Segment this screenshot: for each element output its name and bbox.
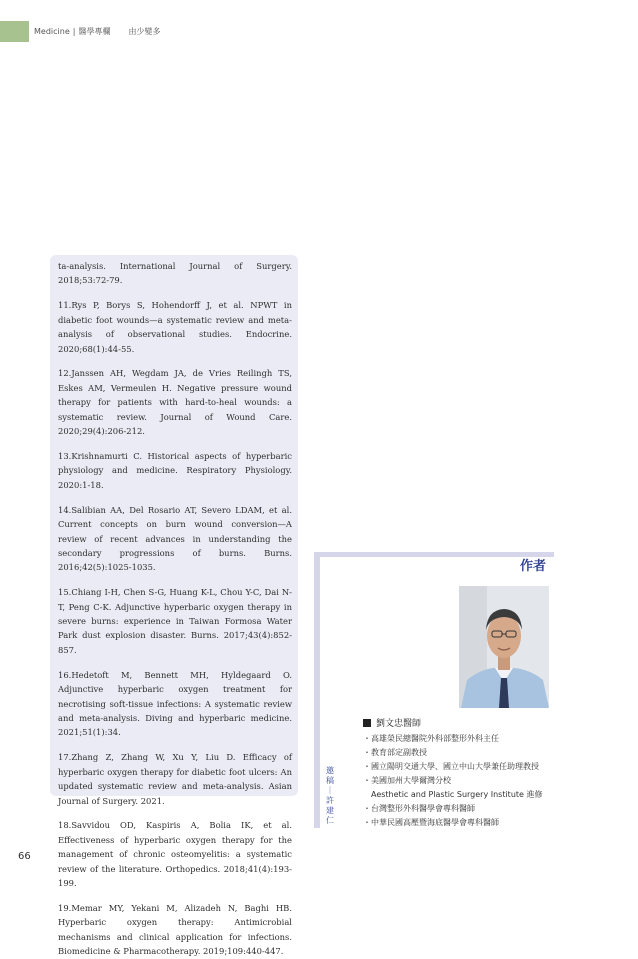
author-heading: 作者 — [519, 559, 546, 574]
author-name — [363, 716, 421, 729]
reference-item: 16.Hedetoft M, Bennett MH, Hyldegaard O. Adjunctive hyperbaric oxygen treatment for necrotising soft-tissue infections: A systematic review and meta-analysis. Diving and hyperbaric medicine. 2021;51(1):34. — [58, 669, 292, 738]
credential-item-continued: Aesthetic and Plastic Surgery Institute 進修 — [371, 790, 543, 799]
bullet-icon: ・ — [363, 818, 371, 827]
interviewer-char: ｜ — [326, 786, 334, 795]
author-credentials — [363, 732, 553, 830]
square-bullet-icon — [363, 719, 371, 727]
bullet-icon: ・ — [363, 748, 371, 757]
author-portrait-image — [459, 586, 549, 708]
bullet-icon: ・ — [363, 804, 371, 813]
reference-item: 12.Janssen AH, Wegdam JA, de Vries Reilingh TS, Eskes AM, Vermeulen H. Negative pressure wound therapy for patients with hard-to-heal wounds: a systematic review. Journal of Wound Care. 2020;29(4):206-212. — [58, 368, 292, 437]
bullet-icon: ・ — [363, 776, 371, 785]
interviewer-char: 邀 — [326, 766, 334, 775]
reference-item: 11.Rys P, Borys S, Hohendorff J, et al. NPWT in diabetic foot wounds—a systematic review and meta-analysis of observational studies. Endocrine. 2020;68(1):44-55. — [58, 300, 292, 354]
author-name-text: 劉文忠醫師 — [376, 719, 422, 729]
header-section-en: Medicine — [34, 27, 70, 36]
interviewer-char: 許 — [326, 796, 334, 805]
section-color-tab — [0, 21, 29, 42]
author-photo — [459, 586, 549, 708]
reference-item: 18.Savvidou OD, Kaspiris A, Bolia IK, et al. Effectiveness of hyperbaric oxygen therapy for the management of chronic osteomyelitis: a systematic review of the literature. Orthopedics. 2018;41(4):193-199. — [58, 820, 292, 889]
reference-item: ta-analysis. International Journal of Surgery. 2018;53:72-79. — [58, 261, 292, 286]
credential-item: ・台灣整形外科醫學會專科醫師 — [363, 802, 553, 816]
reference-item: 14.Salibian AA, Del Rosario AT, Severo LDAM, et al. Current concepts on burn wound conversion—A review of recent advances in understanding the secondary progressions of burns. Burns. 2016;42(5):1025-1035. — [58, 504, 292, 573]
interviewer-char: 稿 — [326, 776, 334, 785]
credential-item: ・美國加州大學爾灣分校 — [363, 774, 553, 788]
page-number: 66 — [18, 851, 31, 862]
running-header — [34, 26, 160, 37]
bullet-icon: ・ — [363, 762, 371, 771]
header-section-zh: 醫學專欄 — [78, 27, 111, 36]
reference-item: 13.Krishnamurti C. Historical aspects of hyperbaric physiology and medicine. Respiratory Physiology. 2020:1-18. — [58, 450, 292, 490]
author-box-vertical-bar — [314, 552, 320, 828]
interviewer-char: 建 — [326, 806, 334, 815]
header-separator: | — [72, 27, 76, 36]
references-panel — [50, 255, 298, 957]
interviewer-char: 仁 — [326, 816, 334, 825]
credential-item: ・國立陽明交通大學、國立中山大學兼任助理教授 — [363, 760, 553, 774]
bullet-icon: ・ — [363, 734, 371, 743]
reference-item: 17.Zhang Z, Zhang W, Xu Y, Liu D. Efficacy of hyperbaric oxygen therapy for diabetic foot ulcers: An updated systematic review and meta-analysis. Asian Journal of Surgery. 2021. — [58, 752, 292, 806]
credential-item: ・高雄榮民總醫院外科部整形外科主任 — [363, 732, 553, 746]
reference-item: 15.Chiang I-H, Chen S-G, Huang K-L, Chou Y-C, Dai N-T, Peng C-K. Adjunctive hyperbaric oxygen therapy in severe burns: experience in Taiwan Formosa Water Park dust explosion disaster. Burns. 2017;43(4):852-857. — [58, 587, 292, 655]
header-subtitle: 由少變多 — [128, 27, 161, 36]
author-box-top-bar — [314, 552, 554, 557]
interviewer-credit — [324, 766, 336, 826]
reference-item: 19.Memar MY, Yekani M, Alizadeh N, Baghi HB. Hyperbaric oxygen therapy: Antimicrobial mechanisms and clinical application for infections. Biomedicine & Pharmacotherapy. 2019;109:440-447. — [58, 902, 292, 957]
credential-item: ・中華民國高壓暨海底醫學會專科醫師 — [363, 816, 553, 830]
credential-item: ・教育部定副教授 — [363, 746, 553, 760]
